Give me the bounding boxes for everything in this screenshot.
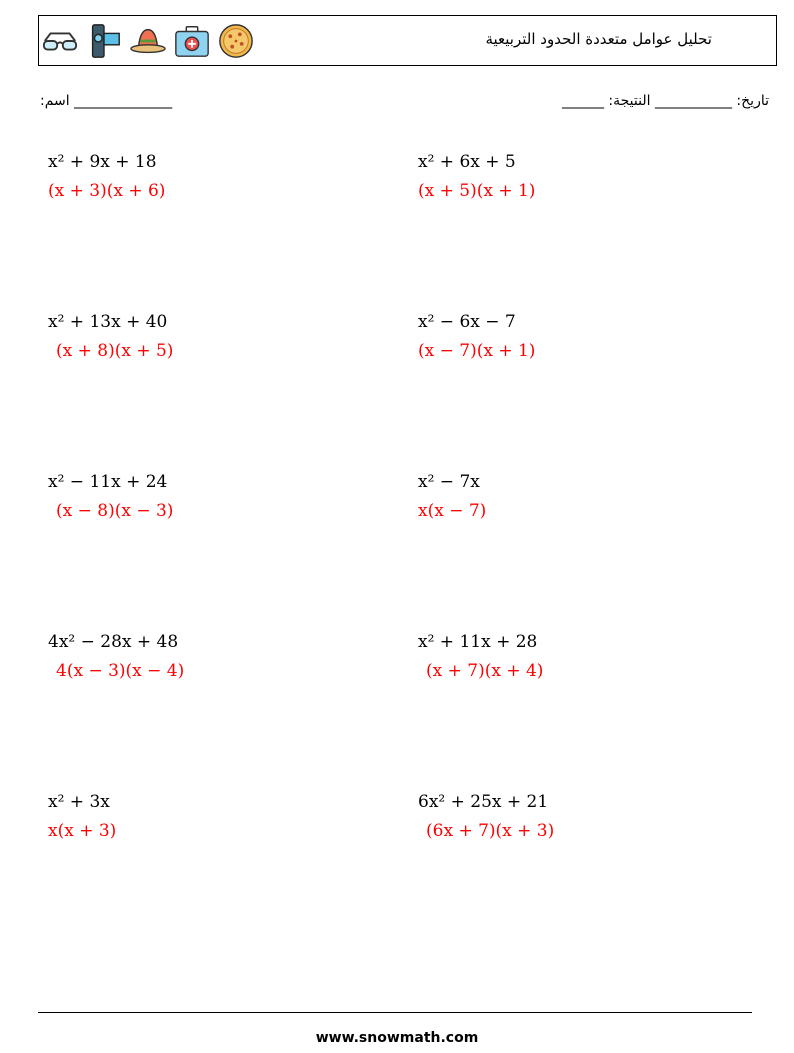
problem-answer: 4(x − 3)(x − 4) <box>56 661 185 681</box>
problem-3 <box>48 312 173 361</box>
problem-7 <box>48 632 184 681</box>
problem-5 <box>48 472 173 521</box>
problem-question: x² + 13x + 40 <box>48 312 168 332</box>
problem-answer: (x + 3)(x + 6) <box>48 181 166 201</box>
header-box <box>38 15 777 66</box>
first-aid-kit-icon <box>173 22 211 60</box>
problem-2 <box>418 152 535 201</box>
problem-6 <box>418 472 486 521</box>
problem-question: x² − 11x + 24 <box>48 472 168 492</box>
camcorder-icon <box>85 22 123 60</box>
problem-question: x² − 7x <box>418 472 480 492</box>
problem-answer: (x − 7)(x + 1) <box>418 341 536 361</box>
problem-1 <box>48 152 165 201</box>
date-score-label: ______ :تاريخ: ___________ النتيجة <box>561 93 769 109</box>
problem-question: x² + 3x <box>48 792 110 812</box>
glasses-icon <box>41 22 79 60</box>
problem-question: 4x² − 28x + 48 <box>48 632 179 652</box>
sombrero-icon <box>129 22 167 60</box>
problem-question: x² + 11x + 28 <box>418 632 538 652</box>
footer-divider <box>38 1012 752 1013</box>
problem-answer: x(x − 7) <box>418 501 487 521</box>
problem-question: x² + 9x + 18 <box>48 152 157 172</box>
problem-answer: (x + 7)(x + 4) <box>426 661 544 681</box>
header-icons <box>41 22 255 60</box>
problem-9 <box>48 792 116 841</box>
problem-10 <box>418 792 554 841</box>
problem-question: x² − 6x − 7 <box>418 312 516 332</box>
problem-answer: (x + 8)(x + 5) <box>56 341 174 361</box>
problem-answer: x(x + 3) <box>48 821 117 841</box>
problem-answer: (x + 5)(x + 1) <box>418 181 536 201</box>
problem-answer: (x − 8)(x − 3) <box>56 501 174 521</box>
footer-website: www.snowmath.com <box>315 1030 479 1046</box>
problem-question: x² + 6x + 5 <box>418 152 516 172</box>
problem-4 <box>418 312 535 361</box>
problem-question: 6x² + 25x + 21 <box>418 792 549 812</box>
pizza-icon <box>217 22 255 60</box>
name-field-label: :اسم ______________ <box>40 93 173 109</box>
problem-8 <box>418 632 543 681</box>
problem-answer: (6x + 7)(x + 3) <box>426 821 555 841</box>
page-title: تحليل عوامل متعددة الحدود التربيعية <box>485 30 712 48</box>
